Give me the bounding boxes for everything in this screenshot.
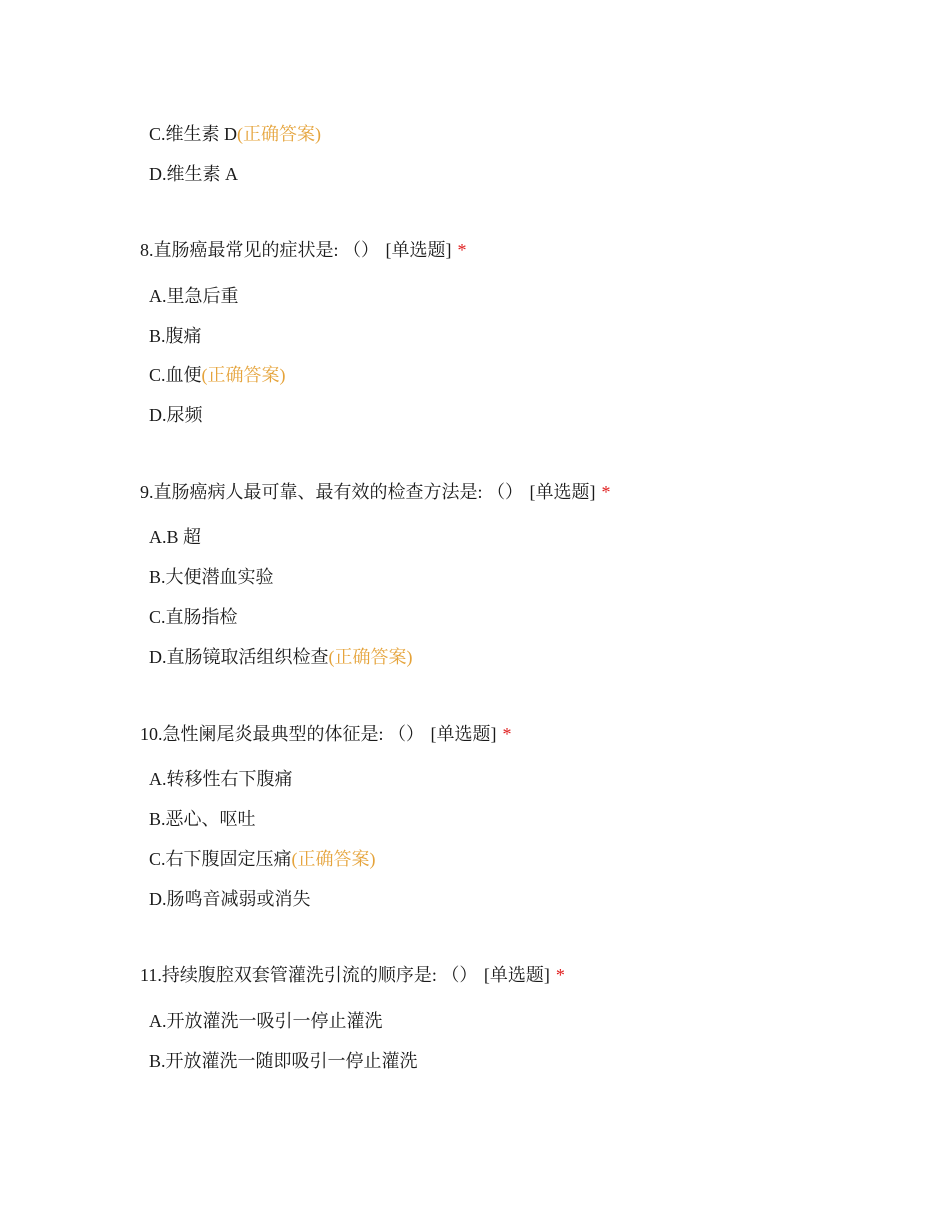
- option-q8-d: [149, 404, 203, 426]
- question-10: [140, 723, 512, 745]
- option-text: A.开放灌洗一吸引一停止灌洗: [149, 1011, 383, 1031]
- question-text: 10.急性阑尾炎最典型的体征是: （）: [140, 724, 429, 744]
- question-type: [单选题]: [529, 482, 596, 502]
- question-type: [单选题]: [483, 965, 550, 985]
- option-text: C.维生素 D: [149, 124, 238, 144]
- option-text: C.直肠指检: [149, 607, 238, 627]
- option-text: D.肠鸣音减弱或消失: [149, 889, 311, 909]
- option-text: C.血便: [149, 365, 202, 385]
- option-q8-b: [149, 325, 202, 347]
- required-marker: *: [555, 965, 565, 985]
- question-11: [140, 964, 565, 986]
- correct-answer-marker: (正确答案): [328, 647, 413, 667]
- option-q9-b: [149, 566, 274, 588]
- option-text: A.转移性右下腹痛: [149, 769, 293, 789]
- option-q11-a: [149, 1010, 383, 1032]
- option-text: B.开放灌洗一随即吸引一停止灌洗: [149, 1051, 418, 1071]
- option-q7-d: [149, 163, 238, 185]
- option-text: B.恶心、呕吐: [149, 809, 256, 829]
- option-text: D.维生素 A: [149, 164, 238, 184]
- option-q8-a: [149, 285, 239, 307]
- correct-answer-marker: (正确答案): [291, 849, 376, 869]
- correct-answer-marker: (正确答案): [201, 365, 286, 385]
- option-q9-d: [149, 646, 413, 668]
- required-marker: *: [457, 240, 467, 260]
- option-q7-c: [149, 123, 321, 145]
- option-text: D.直肠镜取活组织检查: [149, 647, 329, 667]
- option-text: A.里急后重: [149, 286, 239, 306]
- option-q9-a: [149, 526, 201, 548]
- option-q8-c: [149, 364, 286, 386]
- question-8: [140, 239, 467, 261]
- option-q10-a: [149, 768, 293, 790]
- option-q10-d: [149, 888, 311, 910]
- question-text: 9.直肠癌病人最可靠、最有效的检查方法是: （）: [140, 482, 528, 502]
- question-text: 8.直肠癌最常见的症状是: （）: [140, 240, 384, 260]
- option-text: B.腹痛: [149, 326, 202, 346]
- question-type: [单选题]: [385, 240, 452, 260]
- option-text: A.B 超: [149, 527, 202, 547]
- option-text: D.尿频: [149, 405, 203, 425]
- question-9: [140, 481, 611, 503]
- option-q10-b: [149, 808, 256, 830]
- question-type: [单选题]: [430, 724, 497, 744]
- option-text: B.大便潜血实验: [149, 567, 274, 587]
- option-q10-c: [149, 848, 376, 870]
- required-marker: *: [502, 724, 512, 744]
- correct-answer-marker: (正确答案): [237, 124, 322, 144]
- question-text: 11.持续腹腔双套管灌洗引流的顺序是: （）: [140, 965, 482, 985]
- option-q9-c: [149, 606, 238, 628]
- required-marker: *: [601, 482, 611, 502]
- option-text: C.右下腹固定压痛: [149, 849, 292, 869]
- option-q11-b: [149, 1050, 418, 1072]
